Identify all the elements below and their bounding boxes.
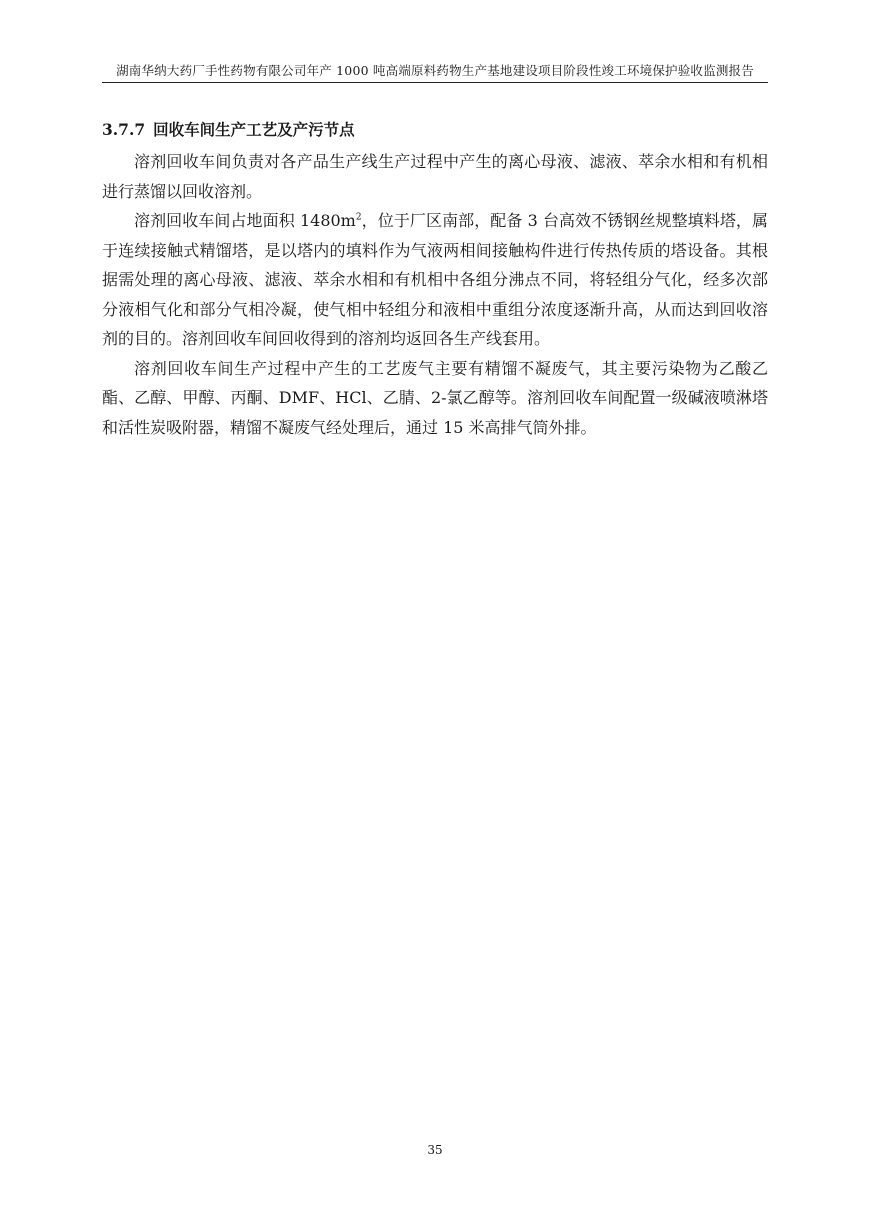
section-number: 3.7.7 bbox=[102, 120, 146, 139]
section-title: 回收车间生产工艺及产污节点 bbox=[153, 120, 355, 139]
paragraph-1: 溶剂回收车间负责对各产品生产线生产过程中产生的离心母液、滤液、萃余水相和有机相进行蒸馏以回收溶剂。 bbox=[102, 152, 768, 201]
paragraph-3: 溶剂回收车间生产过程中产生的工艺废气主要有精馏不凝废气，其主要污染物为乙酸乙酯、乙醇、甲醇、丙酮、DMF、HCl、乙腈、2-氯乙醇等。溶剂回收车间配置一级碱液喷淋塔和活性炭吸附器，精馏不凝废气经处理后，通过 15 米高排气筒外排。 bbox=[102, 358, 768, 437]
page-header: 湖南华纳大药厂手性药物有限公司年产 1000 吨高端原料药物生产基地建设项目阶段性竣工环境保护验收监测报告 bbox=[116, 63, 754, 78]
body-text bbox=[102, 147, 768, 442]
paragraph-2-start: 溶剂回收车间占地面积 1480m bbox=[134, 211, 356, 230]
page-number: 35 bbox=[427, 1143, 443, 1157]
area-unit-superscript: 2 bbox=[355, 212, 362, 223]
paragraph-2-rest: ，位于厂区南部，配备 3 台高效不锈钢丝规整填料塔，属于连续接触式精馏塔，是以塔内的填料作为气液两相间接触构件进行传热传质的塔设备。其根据需处理的离心母液、滤液、萃余水相和有机相中各组分沸点不同，将轻组分气化，经多次部分液相气化和部分气相冷凝，使气相中轻组分和液相中重组分浓度逐渐升高，从而达到回收溶剂的目的。溶剂回收车间回收得到的溶剂均返回各生产线套用。 bbox=[102, 211, 768, 348]
paragraph-2 bbox=[102, 206, 768, 354]
section-heading bbox=[102, 118, 355, 142]
header-divider bbox=[102, 82, 768, 83]
